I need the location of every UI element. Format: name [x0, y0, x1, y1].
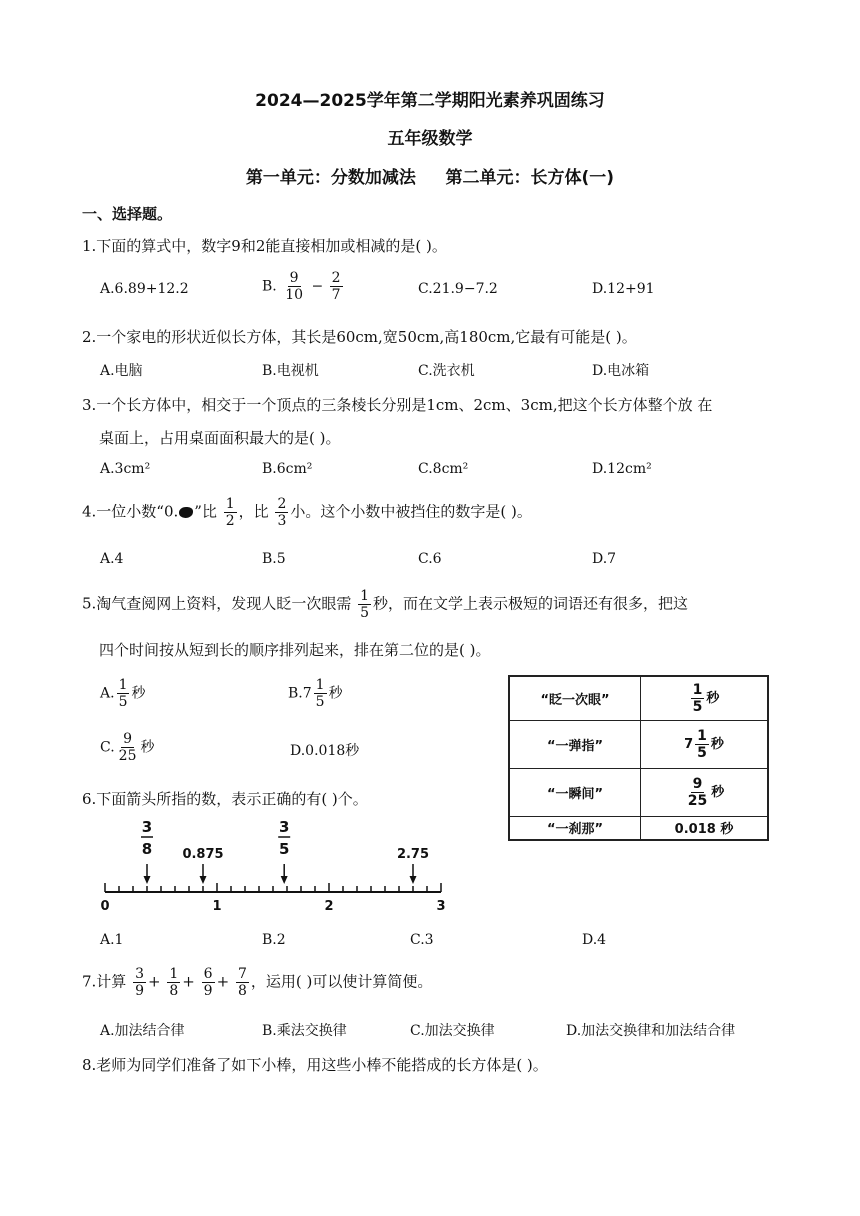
arrow-label: 0.875: [182, 847, 224, 862]
arrow-label: 2.75: [396, 847, 430, 862]
q4-option-b: B.5: [262, 551, 286, 567]
question-7: 7.计算 $\frac{3}{9}$ + $\frac{1}{8}$ + $\frac{6}{9}$ + $\frac{7}{8}$ ，运用( )可以使计算简便。: [82, 966, 433, 999]
q2-option-d: D.电冰箱: [592, 363, 650, 379]
axis-tick-label: 3: [436, 899, 446, 914]
q5-option-b: B.7 $\frac{1}{5}$ 秒: [288, 677, 343, 710]
ink-blot-icon: [179, 507, 193, 518]
q1-option-c: C.21.9−7.2: [418, 281, 498, 297]
arrow-head-icon: [144, 876, 151, 884]
q4-option-d: D.7: [592, 551, 617, 567]
table-row: [509, 676, 768, 720]
q6-option-b: B.2: [262, 932, 286, 948]
q4-option-c: C.6: [418, 551, 442, 567]
value-cell: $\frac{1}{5}$ 秒: [641, 676, 769, 720]
q1-option-b: B. $\frac{9}{10}$ − $\frac{2}{7}$: [262, 270, 341, 303]
arrow-head-icon: [200, 876, 207, 884]
fraction: $\frac{3}{9}$: [135, 966, 145, 999]
q5-option-a: A. $\frac{1}{5}$ 秒: [100, 677, 146, 710]
question-8: 8.老师为同学们准备了如下小棒，用这些小棒不能搭成的长方体是( )。: [82, 1056, 548, 1074]
axis-tick-label: 2: [324, 899, 334, 914]
q7-option-b: B.乘法交换律: [262, 1023, 347, 1039]
axis-tick-label: 0: [100, 899, 110, 914]
arrow-fraction-denominator: 8: [141, 840, 153, 858]
time-table: [508, 675, 769, 841]
fraction: $\frac{1}{5}$: [360, 588, 370, 621]
table-row: [509, 720, 768, 768]
table-row: [509, 816, 768, 840]
question-4: 4.一位小数“0. ”比 $\frac{1}{2}$ ，比 $\frac{2}{3}$ 小。这个小数中被挡住的数字是( )。: [82, 496, 532, 529]
axis-tick-label: 1: [212, 899, 222, 914]
term-cell: “一刹那”: [509, 816, 641, 840]
fraction: $\frac{2}{7}$: [331, 270, 341, 303]
term-cell: “一瞬间”: [509, 768, 641, 816]
value-cell: $\frac{9}{25}$ 秒: [641, 768, 769, 816]
fraction: $\frac{1}{8}$: [169, 966, 179, 999]
term-cell: “眨一次眼”: [509, 676, 641, 720]
q3-option-c: C.8cm²: [418, 461, 469, 477]
arrow-fraction-denominator: 5: [278, 840, 290, 858]
question-2: 2.一个家电的形状近似长方体，其长是60cm,宽50cm,高180cm,它最有可能是( )。: [82, 328, 637, 346]
arrow-head-icon: [410, 876, 417, 884]
q6-option-d: D.4: [582, 932, 607, 948]
fraction: $\frac{9}{10}$: [285, 270, 304, 303]
q6-option-a: A.1: [100, 932, 124, 948]
q5-option-d: D.0.018秒: [290, 743, 360, 759]
page-title: 2024—2025学年第二学期阳光素养巩固练习: [255, 91, 605, 111]
q7-option-c: C.加法交换律: [410, 1023, 495, 1039]
q2-option-b: B.电视机: [262, 363, 319, 379]
question-5-line-1: 5.淘气查阅网上资料，发现人眨一次眼需 $\frac{1}{5}$ 秒，而在文学上表示极短的词语还有很多，把这: [82, 588, 689, 621]
question-6: 6.下面箭头所指的数，表示正确的有( )个。: [82, 790, 368, 808]
fraction: $\frac{1}{2}$: [225, 496, 235, 529]
fraction: $\frac{1}{5}$: [118, 677, 128, 710]
q7-option-a: A.加法结合律: [100, 1023, 185, 1039]
fraction: $\frac{6}{9}$: [203, 966, 213, 999]
value-cell: 7 $\frac{1}{5}$ 秒: [641, 720, 769, 768]
q1-option-a: A.6.89+12.2: [100, 281, 189, 297]
q5-option-c: C. $\frac{9}{25}$ 秒: [100, 731, 155, 764]
fraction: $\frac{1}{5}$: [315, 677, 325, 710]
question-1: 1.下面的算式中，数字9和2能直接相加或相减的是( )。: [82, 237, 447, 255]
q4-option-a: A.4: [100, 551, 124, 567]
fraction: $\frac{2}{3}$: [277, 496, 287, 529]
q2-option-c: C.洗衣机: [418, 363, 475, 379]
arrow-fraction-numerator: 3: [141, 818, 153, 836]
fraction: $\frac{7}{8}$: [237, 966, 247, 999]
q7-option-d: D.加法交换律和加法结合律: [566, 1023, 736, 1039]
question-5-line-2: 四个时间按从短到长的顺序排列起来，排在第二位的是( )。: [99, 641, 491, 659]
q1-option-d: D.12+91: [592, 281, 655, 297]
q2-option-a: A.电脑: [100, 363, 143, 379]
question-3-line-1: 3.一个长方体中，相交于一个顶点的三条棱长分别是1cm、2cm、3cm,把这个长方体整个放 在: [82, 396, 713, 414]
fraction: $\frac{9}{25}$: [118, 731, 137, 764]
section-heading: 一、选择题。: [82, 205, 173, 223]
number-line: [95, 812, 460, 917]
q3-option-d: D.12cm²: [592, 461, 652, 477]
q3-option-b: B.6cm²: [262, 461, 313, 477]
unit-line: 第一单元：分数加减法 第二单元：长方体(一): [245, 168, 615, 188]
table-row: [509, 768, 768, 816]
q3-option-a: A.3cm²: [100, 461, 151, 477]
page-subtitle: 五年级数学: [387, 129, 473, 149]
arrow-head-icon: [281, 876, 288, 884]
q6-option-c: C.3: [410, 932, 434, 948]
question-3-line-2: 桌面上，占用桌面面积最大的是( )。: [99, 429, 341, 447]
arrow-fraction-numerator: 3: [278, 818, 290, 836]
value-cell: 0.018 秒: [641, 816, 769, 840]
term-cell: “一弹指”: [509, 720, 641, 768]
